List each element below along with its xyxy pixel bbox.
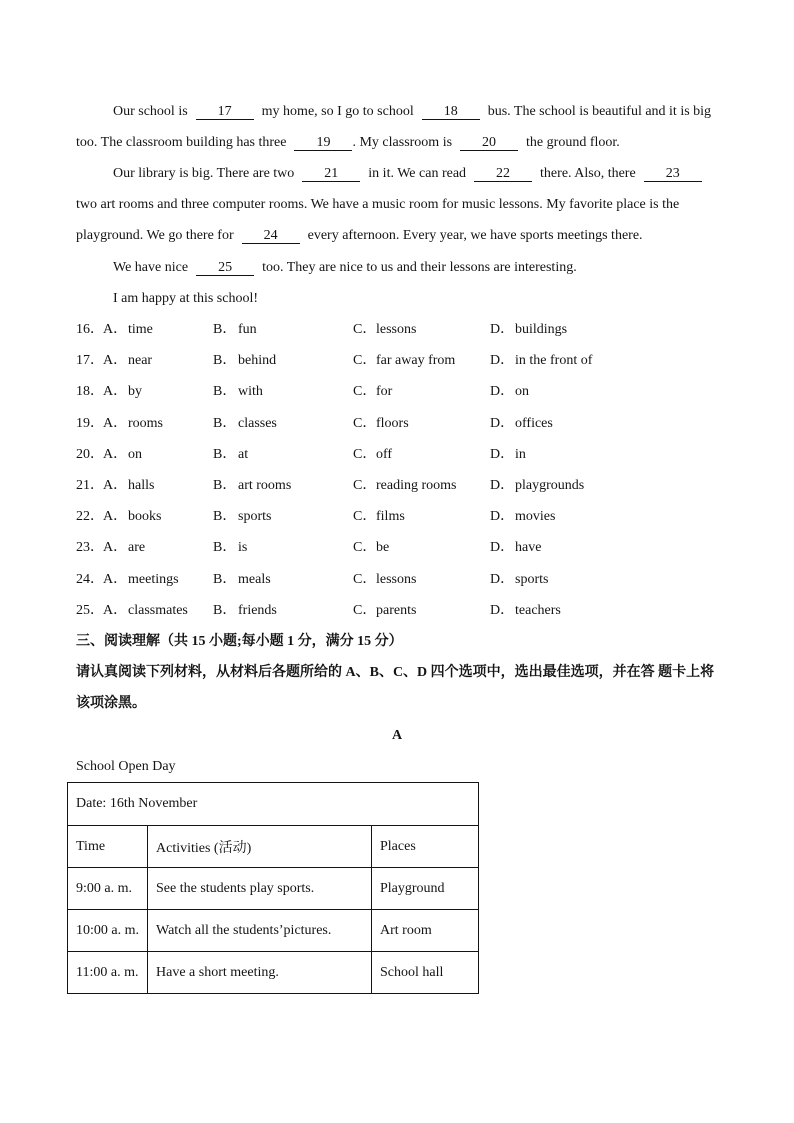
option-a: near	[128, 353, 153, 368]
option-b: meals	[238, 572, 271, 587]
option-a: time	[128, 322, 153, 337]
option-c: be	[376, 540, 390, 555]
option-b: is	[238, 540, 248, 555]
option-label-a: A．	[103, 447, 128, 462]
option-label-a: A．	[103, 384, 128, 399]
option-label-d: D．	[490, 572, 515, 587]
option-label-d: D．	[490, 603, 515, 618]
option-label-d: D．	[490, 416, 515, 431]
option-label-b: B．	[213, 416, 237, 431]
option-label-b: B．	[213, 603, 237, 618]
option-label-c: C．	[353, 322, 377, 337]
option-label-b: B．	[213, 478, 237, 493]
passage-text: I am happy at this school!	[113, 291, 259, 306]
option-label-a: A．	[103, 540, 128, 555]
passage-text: Our library is big. There are two	[113, 166, 295, 181]
option-a: by	[128, 384, 142, 399]
option-b: sports	[238, 509, 272, 524]
option-c: reading rooms	[376, 478, 457, 493]
option-label-d: D．	[490, 540, 515, 555]
option-d: in	[515, 447, 526, 462]
option-b: art rooms	[238, 478, 292, 493]
option-b: with	[238, 384, 263, 399]
option-label-c: C．	[353, 478, 377, 493]
option-label-d: D．	[490, 322, 515, 337]
option-label-b: B．	[213, 447, 237, 462]
section-instruction-line-2: 该项涂黑。	[76, 696, 146, 711]
option-c: lessons	[376, 322, 417, 337]
option-label-d: D．	[490, 447, 515, 462]
blank-18: 18	[422, 105, 480, 120]
option-d: offices	[515, 416, 553, 431]
passage-line-3	[113, 165, 702, 183]
option-label-c: C．	[353, 384, 377, 399]
option-label-a: A．	[103, 509, 128, 524]
passage-line-1	[113, 103, 711, 121]
option-d: movies	[515, 509, 556, 524]
activity-cell: Have a short meeting.	[148, 952, 372, 994]
passage-text: too. The classroom building has three	[76, 135, 287, 150]
option-c: lessons	[376, 572, 417, 587]
question-17	[0, 352, 794, 370]
option-d: teachers	[515, 603, 561, 618]
option-c: floors	[376, 416, 409, 431]
option-b: classes	[238, 416, 277, 431]
option-label-a: A．	[103, 478, 128, 493]
passage-title: School Open Day	[76, 759, 176, 774]
option-label-c: C．	[353, 416, 377, 431]
option-label-b: B．	[213, 353, 237, 368]
table-row	[68, 868, 479, 910]
question-number: 25．	[76, 603, 104, 618]
option-label-c: C．	[353, 572, 377, 587]
passage-text: in it. We can read	[368, 166, 467, 181]
blank-24: 24	[242, 229, 300, 244]
passage-text: there. Also, there	[540, 166, 636, 181]
option-label-a: A．	[103, 353, 128, 368]
question-number: 24．	[76, 572, 104, 587]
option-a: halls	[128, 478, 155, 493]
option-label-c: C．	[353, 540, 377, 555]
header-time: Time	[68, 826, 148, 868]
question-24	[0, 571, 794, 589]
passage-line-6	[113, 259, 577, 277]
passage-text: . My classroom is	[352, 135, 453, 150]
option-label-b: B．	[213, 322, 237, 337]
passage-text: Our school is	[113, 104, 188, 119]
question-18	[0, 383, 794, 401]
option-c: for	[376, 384, 393, 399]
option-d: have	[515, 540, 542, 555]
blank-20: 20	[460, 136, 518, 151]
question-21	[0, 477, 794, 495]
option-label-b: B．	[213, 509, 237, 524]
option-c: off	[376, 447, 393, 462]
question-20	[0, 446, 794, 464]
option-label-d: D．	[490, 478, 515, 493]
passage-text: two art rooms and three computer rooms. We have a music room for music lessons. My favorite place is the	[76, 197, 680, 212]
passage-text: the ground floor.	[526, 135, 620, 150]
time-cell: 10:00 a. m.	[68, 910, 148, 952]
question-25	[0, 602, 794, 620]
option-label-c: C．	[353, 353, 377, 368]
blank-22: 22	[474, 167, 532, 182]
passage-line-5	[76, 227, 643, 245]
option-label-d: D．	[490, 384, 515, 399]
option-a: meetings	[128, 572, 179, 587]
question-number: 22．	[76, 509, 104, 524]
option-b: friends	[238, 603, 277, 618]
option-label-c: C．	[353, 509, 377, 524]
option-c: films	[376, 509, 405, 524]
question-number: 23．	[76, 540, 104, 555]
question-16	[0, 321, 794, 339]
option-d: playgrounds	[515, 478, 585, 493]
option-d: in the front of	[515, 353, 593, 368]
time-cell: 11:00 a. m.	[68, 952, 148, 994]
table-row	[68, 952, 479, 994]
passage-text: every afternoon. Every year, we have sports meetings there.	[307, 228, 643, 243]
option-b: fun	[238, 322, 257, 337]
blank-25: 25	[196, 261, 254, 276]
option-label-b: B．	[213, 540, 237, 555]
option-a: classmates	[128, 603, 188, 618]
place-cell: Playground	[372, 868, 479, 910]
option-a: rooms	[128, 416, 163, 431]
option-label-a: A．	[103, 603, 128, 618]
time-cell: 9:00 a. m.	[68, 868, 148, 910]
passage-line-7	[113, 290, 258, 308]
option-label-b: B．	[213, 572, 237, 587]
header-places: Places	[372, 826, 479, 868]
place-cell: School hall	[372, 952, 479, 994]
activity-cell: Watch all the students’pictures.	[148, 910, 372, 952]
blank-17: 17	[196, 105, 254, 120]
option-c: far away from	[376, 353, 456, 368]
passage-text: my home, so I go to school	[261, 104, 414, 119]
option-a: are	[128, 540, 146, 555]
option-c: parents	[376, 603, 417, 618]
passage-line-4	[76, 196, 679, 214]
passage-text: We have nice	[113, 260, 189, 275]
option-b: behind	[238, 353, 277, 368]
question-number: 16．	[76, 322, 104, 337]
blank-19: 19	[294, 136, 352, 151]
question-22	[0, 508, 794, 526]
option-d: sports	[515, 572, 549, 587]
option-label-b: B．	[213, 384, 237, 399]
passage-text: playground. We go there for	[76, 228, 234, 243]
passage-text: too. They are nice to us and their lessons are interesting.	[262, 260, 577, 275]
passage-line-2	[76, 134, 620, 152]
section-title: 三、阅读理解（共 15 小题;每小题 1 分，满分 15 分）	[76, 634, 403, 649]
option-label-a: A．	[103, 322, 128, 337]
blank-21: 21	[302, 167, 360, 182]
activity-cell: See the students play sports.	[148, 868, 372, 910]
place-cell: Art room	[372, 910, 479, 952]
option-label-c: C．	[353, 603, 377, 618]
option-label-a: A．	[103, 416, 128, 431]
question-number: 18．	[76, 384, 104, 399]
section-instruction-line-1: 请认真阅读下列材料，从材料后各题所给的 A、B、C、D 四个选项中，选出最佳选项，并在答 题卡上将	[76, 665, 715, 680]
question-number: 21．	[76, 478, 104, 493]
option-a: on	[128, 447, 142, 462]
question-number: 20．	[76, 447, 104, 462]
option-d: buildings	[515, 322, 568, 337]
question-number: 19．	[76, 416, 104, 431]
open-day-table	[67, 782, 479, 994]
option-label-d: D．	[490, 353, 515, 368]
option-b: at	[238, 447, 249, 462]
question-23	[0, 539, 794, 557]
question-number: 17．	[76, 353, 104, 368]
option-a: books	[128, 509, 162, 524]
blank-23: 23	[644, 167, 702, 182]
date-cell: Date: 16th November	[68, 783, 479, 826]
table-header-row	[68, 826, 479, 868]
question-19	[0, 415, 794, 433]
header-activities: Activities (活动)	[148, 826, 372, 868]
passage-label: A	[391, 728, 403, 743]
table-row	[68, 910, 479, 952]
passage-text: bus. The school is beautiful and it is big	[487, 104, 712, 119]
option-label-a: A．	[103, 572, 128, 587]
option-label-c: C．	[353, 447, 377, 462]
option-d: on	[515, 384, 529, 399]
table-date-row	[68, 783, 479, 826]
option-label-d: D．	[490, 509, 515, 524]
